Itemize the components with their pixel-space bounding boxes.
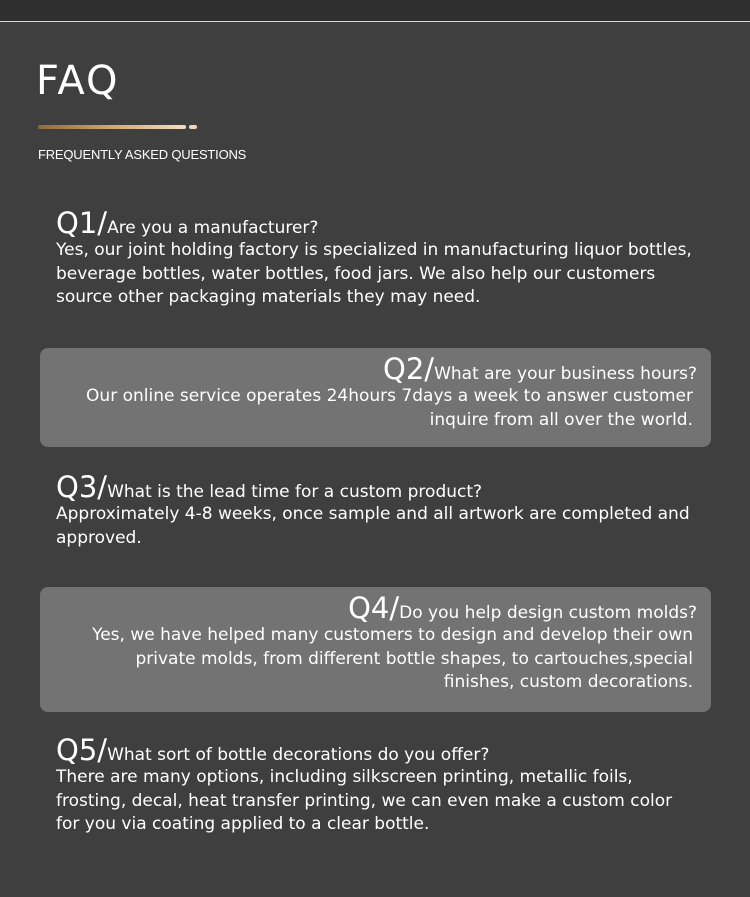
faq-item-1: [40, 207, 711, 323]
gold-accent-line: [38, 125, 186, 129]
page-subtitle: FREQUENTLY ASKED QUESTIONS: [38, 147, 247, 162]
faq-question-1: [56, 207, 699, 239]
question-number-3: Q3/: [56, 470, 108, 504]
faq-question-2: [74, 353, 697, 385]
question-text-4: Do you help design custom molds?: [399, 603, 697, 623]
question-text-5: What sort of bottle decorations do you offer?: [107, 745, 490, 765]
question-number-2: Q2/: [383, 352, 435, 386]
faq-answer-2: Our online service operates 24hours 7days a week to answer customer inquire from all over the world.: [86, 386, 693, 430]
top-strip: [0, 0, 750, 22]
faq-question-3: [56, 471, 699, 503]
faq-answer-5: There are many options, including silkscreen printing, metallic foils, frosting, decal, heat transfer printing, we can even make a custom color for you via coating applied to a clear bottle.: [56, 767, 673, 834]
page-title: FAQ: [36, 58, 120, 104]
question-text-1: Are you a manufacturer?: [107, 218, 319, 238]
question-text-3: What is the lead time for a custom product?: [107, 482, 483, 502]
question-number-4: Q4/: [348, 591, 400, 625]
question-number-1: Q1/: [56, 206, 108, 240]
faq-answer-3: Approximately 4-8 weeks, once sample and all artwork are completed and approved.: [56, 504, 690, 548]
faq-item-2: [40, 348, 711, 447]
faq-answer-1: Yes, our joint holding factory is specialized in manufacturing liquor bottles, beverage bottles, water bottles, food jars. We also help our customers source other packaging materials they may need.: [56, 240, 692, 307]
faq-question-4: [74, 592, 697, 624]
faq-answer-4: Yes, we have helped many customers to design and develop their own private molds, from different bottle shapes, to cartouches,special finishes, custom decorations.: [92, 625, 693, 692]
faq-item-4: [40, 587, 711, 712]
faq-item-3: [40, 471, 711, 560]
gold-accent-dot: [189, 125, 197, 129]
faq-item-5: [40, 734, 711, 844]
faq-question-5: [56, 734, 699, 766]
question-text-2: What are your business hours?: [434, 364, 697, 384]
question-number-5: Q5/: [56, 733, 108, 767]
